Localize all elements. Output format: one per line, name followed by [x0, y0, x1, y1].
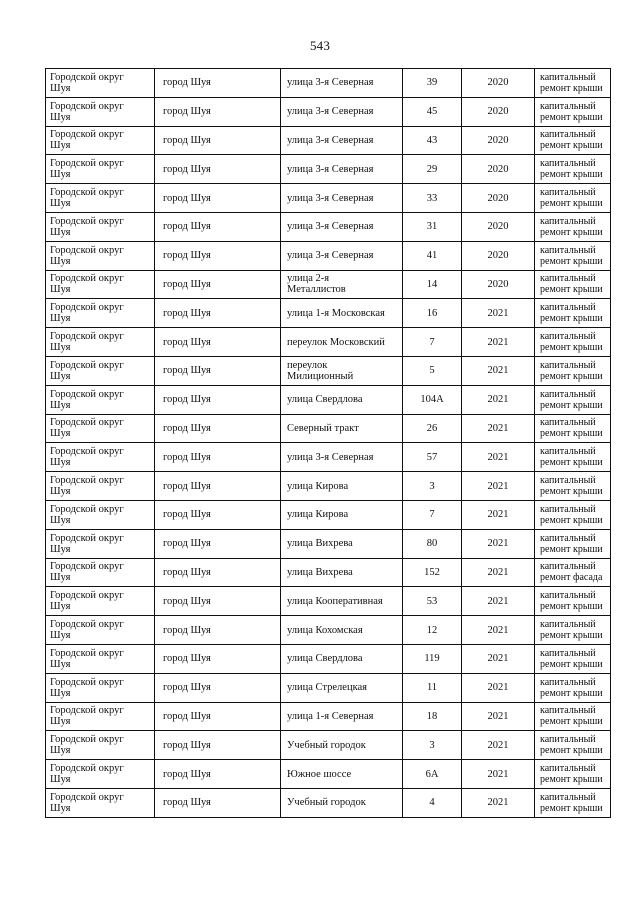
house-number-cell: 152 — [403, 558, 462, 587]
table-row — [46, 328, 611, 357]
table-row — [46, 673, 611, 702]
house-number-cell: 4 — [403, 788, 462, 817]
year-cell: 2021 — [462, 673, 535, 702]
year-cell: 2021 — [462, 587, 535, 616]
street-cell: улица 3-я Северная — [281, 184, 403, 213]
year-cell: 2021 — [462, 616, 535, 645]
settlement-cell: город Шуя — [155, 616, 281, 645]
street-cell: улица Кирова — [281, 472, 403, 501]
house-number-cell: 53 — [403, 587, 462, 616]
work-type-cell: капитальный ремонт крыши — [535, 155, 611, 184]
house-number-cell: 31 — [403, 212, 462, 241]
municipality-cell: Городской округ Шуя — [46, 212, 155, 241]
work-type-cell: капитальный ремонт крыши — [535, 443, 611, 472]
settlement-cell: город Шуя — [155, 558, 281, 587]
street-cell: улица Свердлова — [281, 385, 403, 414]
page-number: 543 — [309, 38, 331, 53]
settlement-cell: город Шуя — [155, 443, 281, 472]
house-number-cell: 3 — [403, 472, 462, 501]
street-cell: улица Вихрева — [281, 558, 403, 587]
municipality-cell: Городской округ Шуя — [46, 97, 155, 126]
municipality-cell: Городской округ Шуя — [46, 558, 155, 587]
municipality-cell: Городской округ Шуя — [46, 184, 155, 213]
work-type-cell: капитальный ремонт крыши — [535, 69, 611, 98]
table-row — [46, 385, 611, 414]
street-cell: Учебный городок — [281, 788, 403, 817]
house-number-cell: 41 — [403, 241, 462, 270]
house-number-cell: 6А — [403, 760, 462, 789]
street-cell: улица 3-я Северная — [281, 97, 403, 126]
work-type-cell: капитальный ремонт крыши — [535, 241, 611, 270]
settlement-cell: город Шуя — [155, 212, 281, 241]
street-cell: улица 2-я Металлистов — [281, 270, 403, 299]
settlement-cell: город Шуя — [155, 385, 281, 414]
year-cell: 2020 — [462, 241, 535, 270]
table-row — [46, 356, 611, 385]
work-type-cell: капитальный ремонт крыши — [535, 299, 611, 328]
work-type-cell: капитальный ремонт крыши — [535, 472, 611, 501]
municipality-cell: Городской округ Шуя — [46, 385, 155, 414]
street-cell: переулок Милиционный — [281, 356, 403, 385]
work-type-cell: капитальный ремонт крыши — [535, 385, 611, 414]
settlement-cell: город Шуя — [155, 500, 281, 529]
house-number-cell: 5 — [403, 356, 462, 385]
year-cell: 2021 — [462, 558, 535, 587]
house-number-cell: 45 — [403, 97, 462, 126]
municipality-cell: Городской округ Шуя — [46, 587, 155, 616]
work-type-cell: капитальный ремонт крыши — [535, 702, 611, 731]
table-row — [46, 241, 611, 270]
settlement-cell: город Шуя — [155, 328, 281, 357]
house-number-cell: 104А — [403, 385, 462, 414]
settlement-cell: город Шуя — [155, 184, 281, 213]
table-row — [46, 443, 611, 472]
settlement-cell: город Шуя — [155, 731, 281, 760]
table-row — [46, 702, 611, 731]
table-row — [46, 788, 611, 817]
year-cell: 2021 — [462, 788, 535, 817]
settlement-cell: город Шуя — [155, 155, 281, 184]
street-cell: улица Кирова — [281, 500, 403, 529]
table-row — [46, 587, 611, 616]
work-type-cell: капитальный ремонт крыши — [535, 731, 611, 760]
year-cell: 2021 — [462, 472, 535, 501]
work-type-cell: капитальный ремонт фасада — [535, 558, 611, 587]
street-cell: улица 3-я Северная — [281, 443, 403, 472]
work-type-cell: капитальный ремонт крыши — [535, 616, 611, 645]
work-type-cell: капитальный ремонт крыши — [535, 500, 611, 529]
settlement-cell: город Шуя — [155, 97, 281, 126]
table-body — [46, 69, 611, 818]
table-row — [46, 760, 611, 789]
house-number-cell: 11 — [403, 673, 462, 702]
table-row — [46, 212, 611, 241]
year-cell: 2021 — [462, 702, 535, 731]
table-row — [46, 472, 611, 501]
street-cell: улица 3-я Северная — [281, 126, 403, 155]
settlement-cell: город Шуя — [155, 673, 281, 702]
settlement-cell: город Шуя — [155, 788, 281, 817]
year-cell: 2020 — [462, 184, 535, 213]
table-row — [46, 126, 611, 155]
municipality-cell: Городской округ Шуя — [46, 414, 155, 443]
settlement-cell: город Шуя — [155, 69, 281, 98]
settlement-cell: город Шуя — [155, 760, 281, 789]
year-cell: 2020 — [462, 270, 535, 299]
year-cell: 2021 — [462, 443, 535, 472]
year-cell: 2020 — [462, 126, 535, 155]
municipality-cell: Городской округ Шуя — [46, 126, 155, 155]
year-cell: 2021 — [462, 731, 535, 760]
house-number-cell: 14 — [403, 270, 462, 299]
municipality-cell: Городской округ Шуя — [46, 472, 155, 501]
house-number-cell: 39 — [403, 69, 462, 98]
table-row — [46, 69, 611, 98]
street-cell: улица Кооперативная — [281, 587, 403, 616]
year-cell: 2020 — [462, 69, 535, 98]
work-type-cell: капитальный ремонт крыши — [535, 97, 611, 126]
settlement-cell: город Шуя — [155, 644, 281, 673]
table-row — [46, 529, 611, 558]
municipality-cell: Городской округ Шуя — [46, 443, 155, 472]
municipality-cell: Городской округ Шуя — [46, 529, 155, 558]
municipality-cell: Городской округ Шуя — [46, 673, 155, 702]
table-row — [46, 558, 611, 587]
work-type-cell: капитальный ремонт крыши — [535, 328, 611, 357]
house-number-cell: 7 — [403, 500, 462, 529]
year-cell: 2021 — [462, 500, 535, 529]
table-row — [46, 414, 611, 443]
table-row — [46, 731, 611, 760]
municipality-cell: Городской округ Шуя — [46, 270, 155, 299]
municipality-cell: Городской округ Шуя — [46, 299, 155, 328]
year-cell: 2021 — [462, 356, 535, 385]
municipality-cell: Городской округ Шуя — [46, 731, 155, 760]
settlement-cell: город Шуя — [155, 702, 281, 731]
settlement-cell: город Шуя — [155, 299, 281, 328]
repair-schedule-table-container — [45, 68, 603, 818]
street-cell: улица Стрелецкая — [281, 673, 403, 702]
table-row — [46, 184, 611, 213]
street-cell: улица 1-я Северная — [281, 702, 403, 731]
work-type-cell: капитальный ремонт крыши — [535, 126, 611, 155]
settlement-cell: город Шуя — [155, 126, 281, 155]
municipality-cell: Городской округ Шуя — [46, 356, 155, 385]
house-number-cell: 7 — [403, 328, 462, 357]
work-type-cell: капитальный ремонт крыши — [535, 356, 611, 385]
work-type-cell: капитальный ремонт крыши — [535, 788, 611, 817]
municipality-cell: Городской округ Шуя — [46, 69, 155, 98]
work-type-cell: капитальный ремонт крыши — [535, 587, 611, 616]
municipality-cell: Городской округ Шуя — [46, 788, 155, 817]
house-number-cell: 29 — [403, 155, 462, 184]
work-type-cell: капитальный ремонт крыши — [535, 529, 611, 558]
street-cell: улица 3-я Северная — [281, 69, 403, 98]
work-type-cell: капитальный ремонт крыши — [535, 673, 611, 702]
municipality-cell: Городской округ Шуя — [46, 616, 155, 645]
work-type-cell: капитальный ремонт крыши — [535, 270, 611, 299]
street-cell: улица 1-я Московская — [281, 299, 403, 328]
municipality-cell: Городской округ Шуя — [46, 760, 155, 789]
settlement-cell: город Шуя — [155, 472, 281, 501]
street-cell: Учебный городок — [281, 731, 403, 760]
street-cell: улица 3-я Северная — [281, 241, 403, 270]
house-number-cell: 12 — [403, 616, 462, 645]
settlement-cell: город Шуя — [155, 356, 281, 385]
year-cell: 2020 — [462, 212, 535, 241]
repair-schedule-table — [45, 68, 611, 818]
year-cell: 2020 — [462, 97, 535, 126]
house-number-cell: 3 — [403, 731, 462, 760]
year-cell: 2021 — [462, 385, 535, 414]
municipality-cell: Городской округ Шуя — [46, 702, 155, 731]
settlement-cell: город Шуя — [155, 241, 281, 270]
street-cell: улица 3-я Северная — [281, 155, 403, 184]
house-number-cell: 16 — [403, 299, 462, 328]
table-row — [46, 616, 611, 645]
table-row — [46, 500, 611, 529]
street-cell: улица Свердлова — [281, 644, 403, 673]
house-number-cell: 57 — [403, 443, 462, 472]
house-number-cell: 80 — [403, 529, 462, 558]
municipality-cell: Городской округ Шуя — [46, 155, 155, 184]
street-cell: переулок Московский — [281, 328, 403, 357]
house-number-cell: 18 — [403, 702, 462, 731]
municipality-cell: Городской округ Шуя — [46, 500, 155, 529]
year-cell: 2021 — [462, 299, 535, 328]
year-cell: 2021 — [462, 644, 535, 673]
year-cell: 2021 — [462, 760, 535, 789]
settlement-cell: город Шуя — [155, 587, 281, 616]
work-type-cell: капитальный ремонт крыши — [535, 644, 611, 673]
house-number-cell: 43 — [403, 126, 462, 155]
house-number-cell: 33 — [403, 184, 462, 213]
municipality-cell: Городской округ Шуя — [46, 241, 155, 270]
table-row — [46, 97, 611, 126]
work-type-cell: капитальный ремонт крыши — [535, 212, 611, 241]
settlement-cell: город Шуя — [155, 270, 281, 299]
settlement-cell: город Шуя — [155, 414, 281, 443]
year-cell: 2021 — [462, 529, 535, 558]
table-row — [46, 644, 611, 673]
table-row — [46, 270, 611, 299]
year-cell: 2021 — [462, 414, 535, 443]
street-cell: улица Кохомская — [281, 616, 403, 645]
work-type-cell: капитальный ремонт крыши — [535, 184, 611, 213]
house-number-cell: 26 — [403, 414, 462, 443]
municipality-cell: Городской округ Шуя — [46, 328, 155, 357]
municipality-cell: Городской округ Шуя — [46, 644, 155, 673]
work-type-cell: капитальный ремонт крыши — [535, 414, 611, 443]
street-cell: улица 3-я Северная — [281, 212, 403, 241]
table-row — [46, 299, 611, 328]
work-type-cell: капитальный ремонт крыши — [535, 760, 611, 789]
year-cell: 2021 — [462, 328, 535, 357]
street-cell: улица Вихрева — [281, 529, 403, 558]
street-cell: Южное шоссе — [281, 760, 403, 789]
year-cell: 2020 — [462, 155, 535, 184]
settlement-cell: город Шуя — [155, 529, 281, 558]
table-row — [46, 155, 611, 184]
house-number-cell: 119 — [403, 644, 462, 673]
street-cell: Северный тракт — [281, 414, 403, 443]
